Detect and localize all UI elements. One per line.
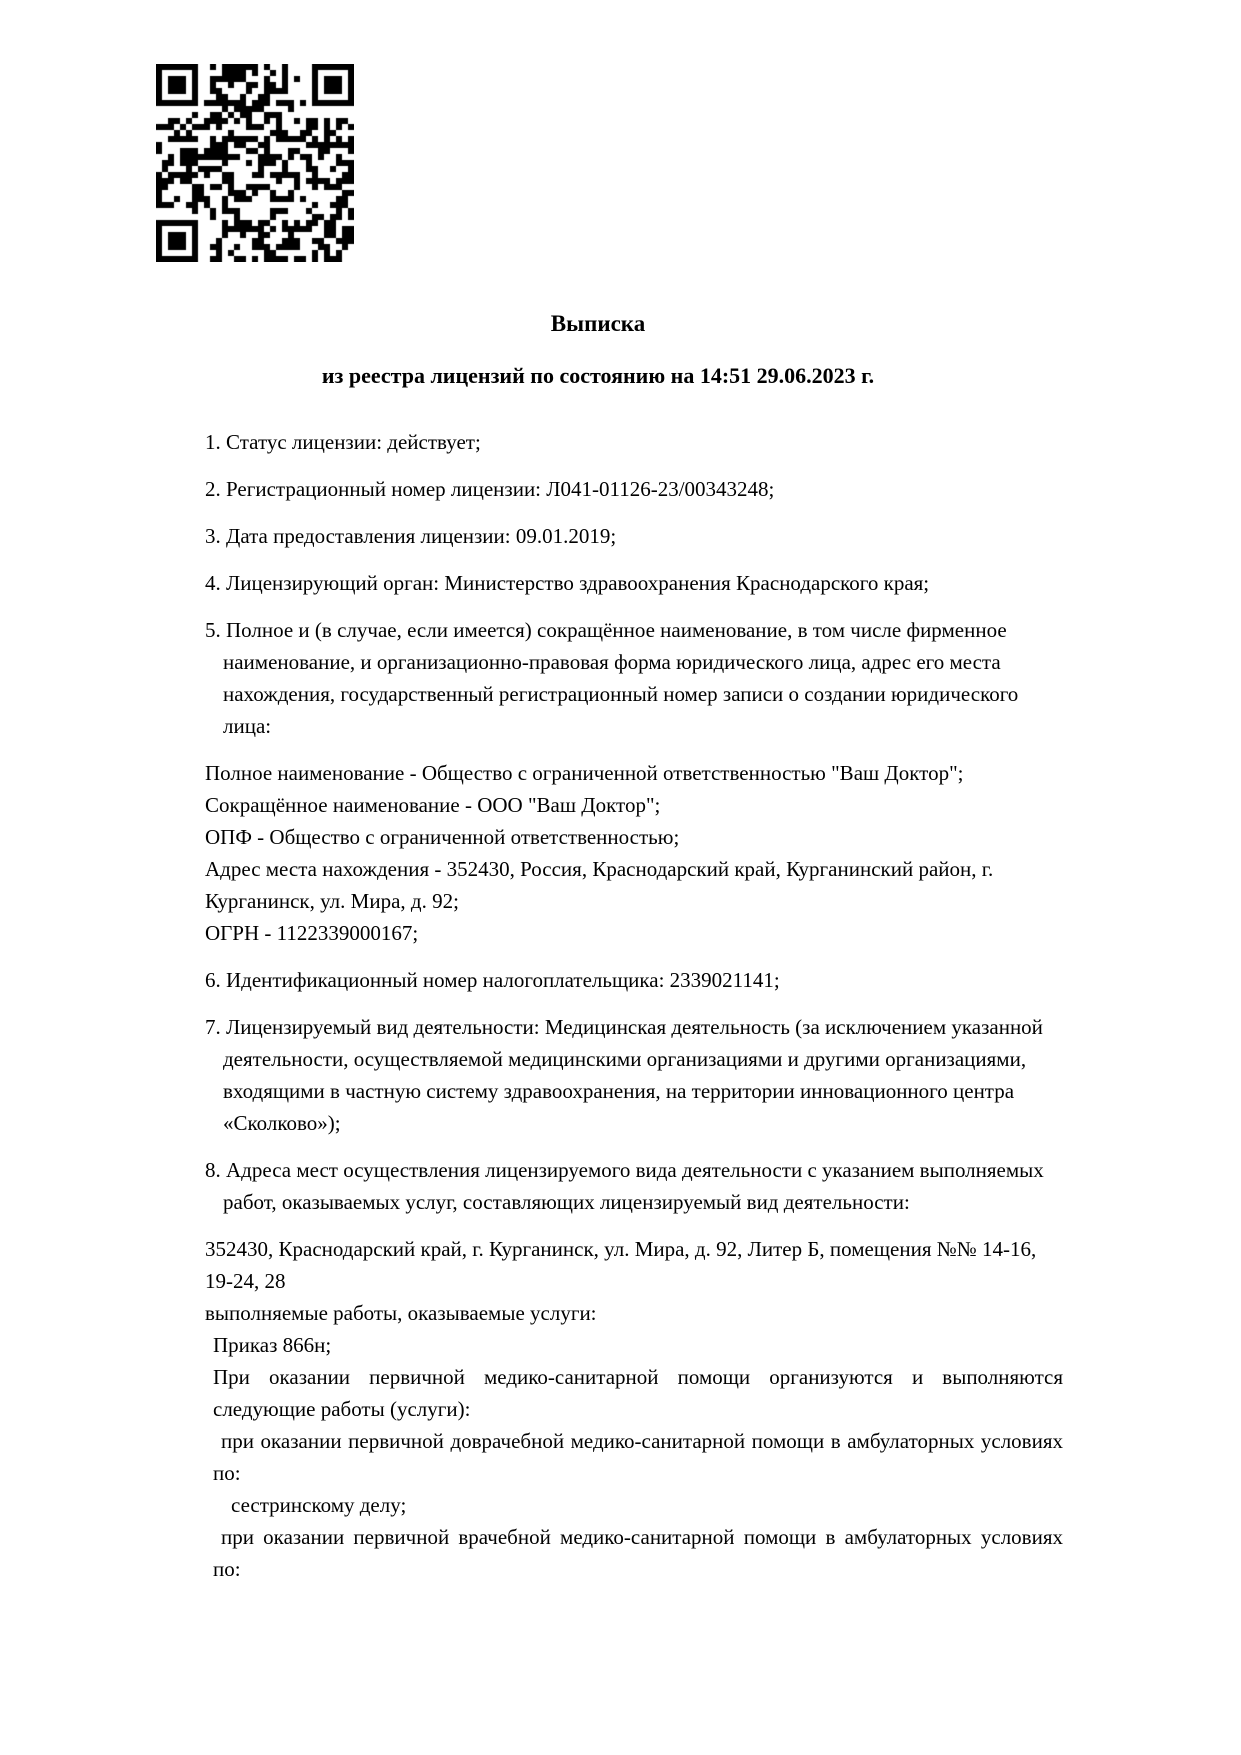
item-registration-number: 2. Регистрационный номер лицензии: Л041-01126-23/00343248; [205, 477, 775, 501]
qr-code-canvas [156, 64, 354, 262]
works-primary-care: При оказании первичной медико-санитарной помощи организуются и выполняются следующие работы (услуги): [213, 1365, 1063, 1421]
works-nursing: сестринскому делу; [231, 1493, 407, 1517]
works-medical-care: при оказании первичной врачебной медико-санитарной помощи в амбулаторных условиях по: [213, 1525, 1063, 1581]
document-body [205, 308, 1063, 1600]
org-legal-form: ОПФ - Общество с ограниченной ответственностью; [205, 825, 680, 849]
item-grant-date: 3. Дата предоставления лицензии: 09.01.2019; [205, 524, 617, 548]
item-org-heading: 5. Полное и (в случае, если имеется) сокращённое наименование, в том числе фирменное наименование, и организационно-правовая форма юридического лица, адрес его места нахождения, государственный регистрационный номер записи о создании юридического лица: [205, 618, 1019, 738]
title-block [205, 308, 991, 392]
works-heading: выполняемые работы, оказываемые услуги: [205, 1301, 597, 1325]
org-short-name: Сокращённое наименование - ООО "Ваш Доктор"; [205, 793, 661, 817]
works-pre-medical-care: при оказании первичной доврачебной медико-санитарной помощи в амбулаторных условиях по: [213, 1429, 1063, 1485]
org-full-name: Полное наименование - Общество с ограниченной ответственностью "Ваш Доктор"; [205, 761, 964, 785]
item-activity-type: 7. Лицензируемый вид деятельности: Медицинская деятельность (за исключением указанной деятельности, осуществляемой медицинскими организациями и другими организациями, входящими в частную систему здравоохранения, на территории инновационного центра «Сколково»); [205, 1015, 1043, 1135]
works-order: Приказ 866н; [213, 1333, 332, 1357]
item-licensing-authority: 4. Лицензирующий орган: Министерство здравоохранения Краснодарского края; [205, 571, 930, 595]
activity-address: 352430, Краснодарский край, г. Курганинск, ул. Мира, д. 92, Литер Б, помещения №№ 14-16, 19-24, 28 [205, 1237, 1037, 1293]
document-title: Выписка [550, 311, 646, 336]
document-subtitle: из реестра лицензий по состоянию на 14:51 29.06.2023 г. [321, 363, 875, 388]
org-ogrn: ОГРН - 1122339000167; [205, 921, 419, 945]
works-block [205, 1233, 1063, 1585]
org-details-block [205, 757, 1063, 949]
item-inn: 6. Идентификационный номер налогоплательщика: 2339021141; [205, 968, 780, 992]
org-address: Адрес места нахождения - 352430, Россия, Краснодарский край, Курганинский район, г. Курганинск, ул. Мира, д. 92; [205, 857, 994, 913]
qr-code [156, 64, 354, 262]
item-addresses-heading: 8. Адреса мест осуществления лицензируемого вида деятельности с указанием выполняемых работ, оказываемых услуг, составляющих лицензируемый вид деятельности: [205, 1158, 1044, 1214]
item-license-status: 1. Статус лицензии: действует; [205, 430, 481, 454]
